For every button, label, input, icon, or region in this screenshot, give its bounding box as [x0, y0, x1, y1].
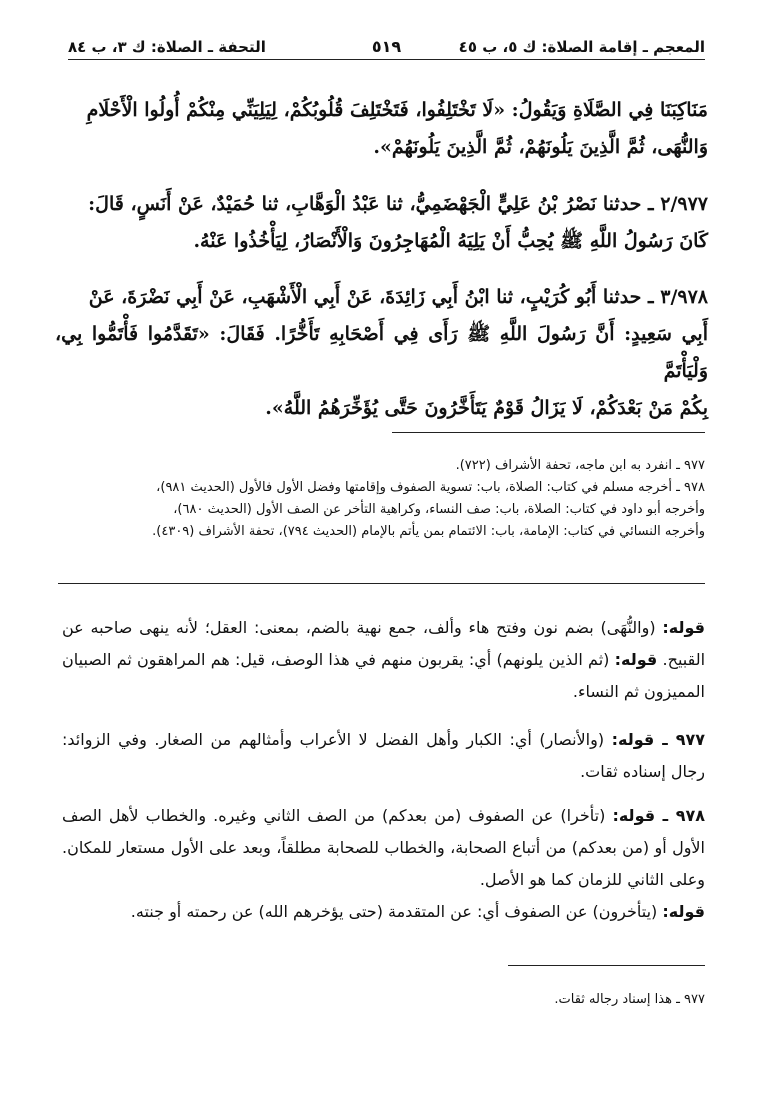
hadith-intro [55, 92, 708, 166]
footnote-separator [508, 965, 705, 966]
header-left: التحفة ـ الصلاة: ك ٣، ب ٨٤ [68, 38, 266, 56]
takhrij-line: ٩٧٨ ـ أخرجه مسلم في كتاب: الصلاة، باب: تسوية الصفوف وإقامتها وفضل الأول فالأول (الحديث ٩٨١)، [156, 480, 705, 495]
commentary-text: (ثم الذين يلونهم) أي: يقربون منهم في هذا الوصف، قيل: هم المراهقون ثم الصبيان المميزون ثم النساء. [62, 650, 705, 701]
hadith-977-text1: حدثنا نَصْرُ بْنُ عَلِيٍّ الْجَهْضَمِيُّ، ثنا عَبْدُ الْوَهَّابِ، ثنا حُمَيْدٌ، عَنْ أَنَسٍ، قَالَ: [88, 193, 642, 215]
takhrij-line: ٩٧٧ ـ انفرد به ابن ماجه، تحفة الأشراف (٧٢٢). [455, 458, 705, 473]
commentary-block-978 [62, 800, 705, 928]
takhrij-notes [58, 455, 705, 543]
commentary-text: (يتأخرون) عن الصفوف أي: عن المتقدمة (حتى يؤخرهم الله) عن رحمته أو جنته. [130, 902, 658, 921]
hadith-978 [55, 279, 708, 427]
commentary-text: (والنُّهَى) بضم نون وفتح هاء وألف، جمع نهية بالضم، بمعنى: العقل؛ لأنه ينهى صاحبه عن القبيح. [62, 618, 706, 669]
hadith-977-line2: كَانَ رَسُولُ اللَّهِ ﷺ يُحِبُّ أَنْ يَلِيَهُ الْمُهَاجِرُونَ وَالْأَنْصَارُ، لِيَأْخُذُوا عَنْهُ. [193, 230, 708, 252]
hadith-978-text1: حدثنا أَبُو كُرَيْبٍ، ثنا ابْنُ أَبِي زَائِدَةَ، عَنْ أَبِي الْأَشْهَبِ، عَنْ أَبِي نَضْرَةَ، عَنْ [88, 286, 642, 308]
commentary-text: (والأنصار) أي: الكبار وأهل الفضل لا الأعراب وأمثالهم من الصغار. وفي الزوائد: رجال إسناده ثقات. [62, 730, 705, 781]
hadith-978-line1 [55, 279, 708, 316]
hadith-978-number: ٣/٩٧٨ ـ [648, 286, 708, 308]
commentary-block-977 [62, 724, 705, 788]
commentary-text: (تأخرا) عن الصفوف (من بعدكم) من الصف الثاني وغيره. والخطاب لأهل الصف الأول أو (من بعدكم) من أتباع الصحابة، والخطاب للصحابة مطلقاً، وبعد على الأول مستعار للمكان. وعلى الثاني للزمان كما هو الأصل. [62, 806, 705, 889]
commentary-label: ٩٧٨ ـ قوله: [612, 806, 705, 825]
footnote: ٩٧٧ ـ هذا إسناد رجاله ثقات. [554, 992, 705, 1007]
takhrij-line: وأخرجه النسائي في كتاب: الإمامة، باب: الائتمام بمن يأتم بالإمام (الحديث ٧٩٤)، تحفة الأشراف (٤٣٠٩). [152, 524, 705, 539]
page-number: ٥١٩ [371, 37, 402, 56]
hadith-intro-line2: وَالنُّهَى، ثُمَّ الَّذِينَ يَلُونَهُمْ، ثُمَّ الَّذِينَ يَلُونَهُمْ». [373, 136, 708, 158]
commentary-label: قوله: [662, 618, 705, 637]
commentary-label: قوله: [614, 650, 658, 669]
commentary-label: قوله: [662, 902, 705, 921]
page-header [68, 30, 705, 60]
takhrij-separator [392, 432, 705, 433]
hadith-intro-line1: مَنَاكِبَنَا فِي الصَّلَاةِ وَيَقُولُ: «لَا تَخْتَلِفُوا، فَتَخْتَلِفَ قُلُوبُكُمْ، لِيَلِيَنِّي مِنْكُمْ أُولُوا الْأَحْلَامِ [86, 99, 708, 121]
hadith-977-number: ٢/٩٧٧ ـ [648, 193, 708, 215]
takhrij-line: وأخرجه أبو داود في كتاب: الصلاة، باب: صف النساء، وكراهية التأخر عن الصف الأول (الحديث ٦٨٠)، [173, 502, 705, 517]
commentary-label: ٩٧٧ ـ قوله: [611, 730, 706, 749]
hadith-978-line2: أَبِي سَعِيدٍ: أَنَّ رَسُولَ اللَّهِ ﷺ رَأَى فِي أَصْحَابِهِ تَأَخُّرًا. فَقَالَ: «تَقَدَّمُوا فَأْتَمُّوا بِي، وَلْيَأْتَمَّ [55, 323, 708, 382]
hadith-978-line3: بِكُمْ مَنْ بَعْدَكُمْ، لَا يَزَالُ قَوْمٌ يَتَأَخَّرُونَ حَتَّى يُؤَخِّرَهُمُ اللَّهُ». [265, 397, 708, 419]
hadith-977-line1 [55, 186, 708, 223]
header-right: المعجم ـ إقامة الصلاة: ك ٥، ب ٤٥ [458, 38, 705, 56]
commentary-block-1 [62, 612, 705, 708]
hadith-977 [55, 186, 708, 260]
commentary-separator [58, 583, 705, 584]
